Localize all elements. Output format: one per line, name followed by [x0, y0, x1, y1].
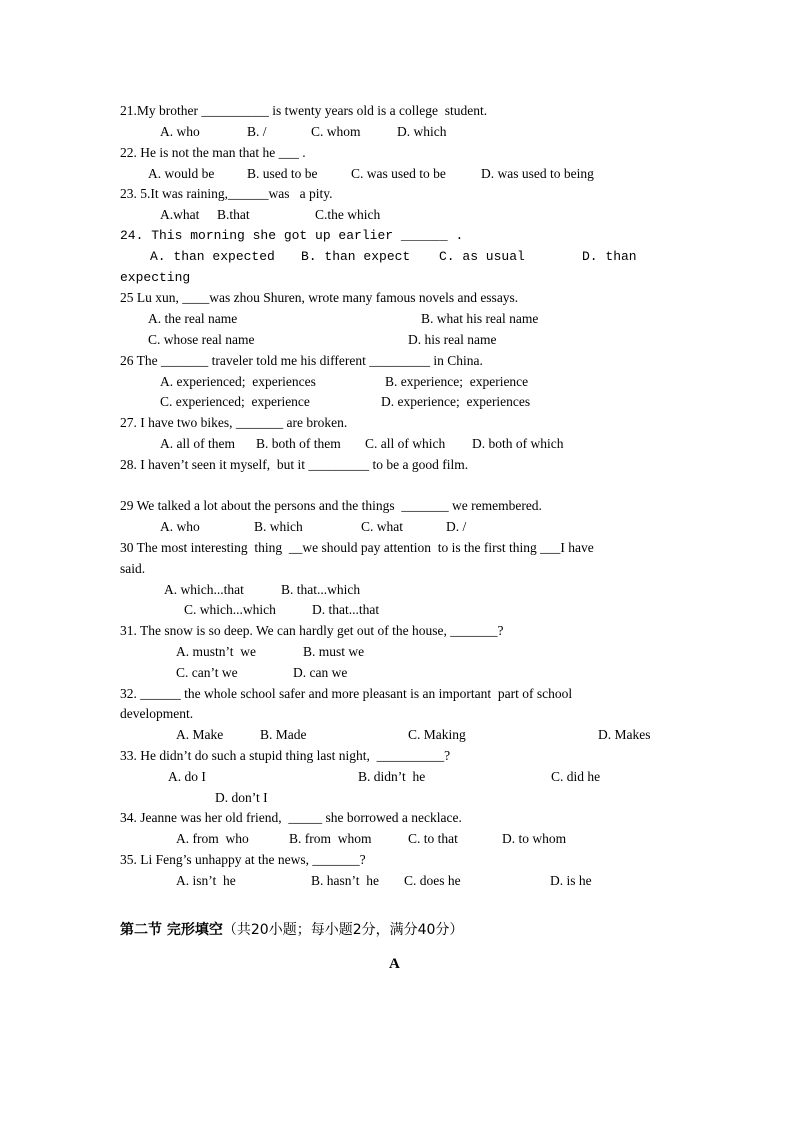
question-30-stem-continued: said. [120, 561, 146, 576]
question-23-option-b: B.that [217, 207, 250, 222]
question-24-stem: 24. This morning she got up earlier ______ . [120, 228, 464, 243]
question-24-option-b: B. than expect [301, 249, 411, 264]
question-35-option-c: C. does he [404, 873, 461, 888]
question-22-option-d: D. was used to being [481, 166, 594, 181]
question-31-option-a: A. mustn’t we [176, 644, 256, 659]
question-27-stem: 27. I have two bikes, _______ are broken. [120, 415, 348, 430]
question-33-option-c: C. did he [551, 769, 601, 784]
question-23-option-a: A.what [160, 207, 200, 222]
question-21-option-b: B. / [247, 124, 267, 139]
question-22-option-b: B. used to be [247, 166, 318, 181]
question-30-option-b: B. that...which [281, 582, 361, 597]
question-27-option-a: A. all of them [160, 436, 235, 451]
question-31-option-c: C. can’t we [176, 665, 238, 680]
question-32-option-c: C. Making [408, 727, 466, 742]
question-34-option-a: A. from who [176, 831, 249, 846]
question-30-option-c: C. which...which [184, 602, 276, 617]
question-33-option-b: B. didn’t he [358, 769, 426, 784]
question-22-option-c: C. was used to be [351, 166, 446, 181]
section-note: （共20小题；每小题2分，满分40分） [222, 922, 464, 938]
question-33-option-a: A. do I [168, 769, 206, 784]
question-25-option-a: A. the real name [148, 311, 238, 326]
question-32-stem-continued: development. [120, 706, 194, 721]
question-35-option-b: B. hasn’t he [311, 873, 379, 888]
question-35-option-a: A. isn’t he [176, 873, 236, 888]
question-34-option-b: B. from whom [289, 831, 372, 846]
question-25-option-b: B. what his real name [421, 311, 539, 326]
question-29-stem: 29 We talked a lot about the persons and the things _______ we remembered. [120, 498, 542, 513]
question-26-option-b: B. experience; experience [385, 374, 529, 389]
question-25-stem: 25 Lu xun, ____was zhou Shuren, wrote many famous novels and essays. [120, 290, 519, 305]
question-21-option-c: C. whom [311, 124, 361, 139]
question-30-option-a: A. which...that [164, 582, 244, 597]
question-24-option-a: A. than expected [150, 249, 275, 264]
question-29-option-c: C. what [361, 519, 403, 534]
question-27-option-d: D. both of which [472, 436, 564, 451]
question-30-stem: 30 The most interesting thing __we should pay attention to is the first thing ___I have [120, 540, 594, 555]
question-23-option-c: C.the which [315, 207, 381, 222]
question-24-option-d-continued: expecting [120, 270, 191, 285]
question-33-stem: 33. He didn’t do such a stupid thing last night, __________? [120, 748, 451, 763]
question-35-option-d: D. is he [550, 873, 592, 888]
question-32-stem: 32. ______ the whole school safer and more pleasant is an important part of school [120, 686, 573, 701]
question-26-option-a: A. experienced; experiences [160, 374, 316, 389]
question-29-option-d: D. / [446, 519, 467, 534]
question-31-option-b: B. must we [303, 644, 365, 659]
question-27-option-b: B. both of them [256, 436, 341, 451]
question-21-option-a: A. who [160, 124, 200, 139]
question-35-stem: 35. Li Feng’s unhappy at the news, _______? [120, 852, 366, 867]
question-24-option-d: D. than [582, 249, 637, 264]
question-32-option-b: B. Made [260, 727, 307, 742]
question-33-option-d: D. don’t I [215, 790, 268, 805]
question-29-option-a: A. who [160, 519, 200, 534]
section-title: 第二节 完形填空 [120, 922, 223, 938]
passage-label: A [389, 956, 400, 972]
question-21-stem: 21.My brother __________ is twenty years old is a college student. [120, 103, 488, 118]
question-26-option-d: D. experience; experiences [381, 394, 531, 409]
question-27-option-c: C. all of which [365, 436, 446, 451]
question-34-stem: 34. Jeanne was her old friend, _____ she borrowed a necklace. [120, 810, 462, 825]
question-23-stem: 23. 5.It was raining,______was a pity. [120, 186, 333, 201]
question-31-option-d: D. can we [293, 665, 348, 680]
question-26-stem: 26 The _______ traveler told me his different _________ in China. [120, 353, 483, 368]
section-heading [120, 922, 463, 938]
question-30-option-d: D. that...that [312, 602, 380, 617]
question-21-option-d: D. which [397, 124, 447, 139]
question-34-option-d: D. to whom [502, 831, 567, 846]
question-32-option-a: A. Make [176, 727, 224, 742]
question-29-option-b: B. which [254, 519, 303, 534]
question-25-option-c: C. whose real name [148, 332, 255, 347]
question-34-option-c: C. to that [408, 831, 458, 846]
question-22-option-a: A. would be [148, 166, 215, 181]
question-24-option-c: C. as usual [439, 249, 525, 264]
question-28-stem: 28. I haven’t seen it myself, but it _________ to be a good film. [120, 457, 469, 472]
question-22-stem: 22. He is not the man that he ___ . [120, 145, 306, 160]
question-26-option-c: C. experienced; experience [160, 394, 310, 409]
question-25-option-d: D. his real name [408, 332, 497, 347]
question-32-option-d: D. Makes [598, 727, 651, 742]
question-31-stem: 31. The snow is so deep. We can hardly get out of the house, _______? [120, 623, 504, 638]
